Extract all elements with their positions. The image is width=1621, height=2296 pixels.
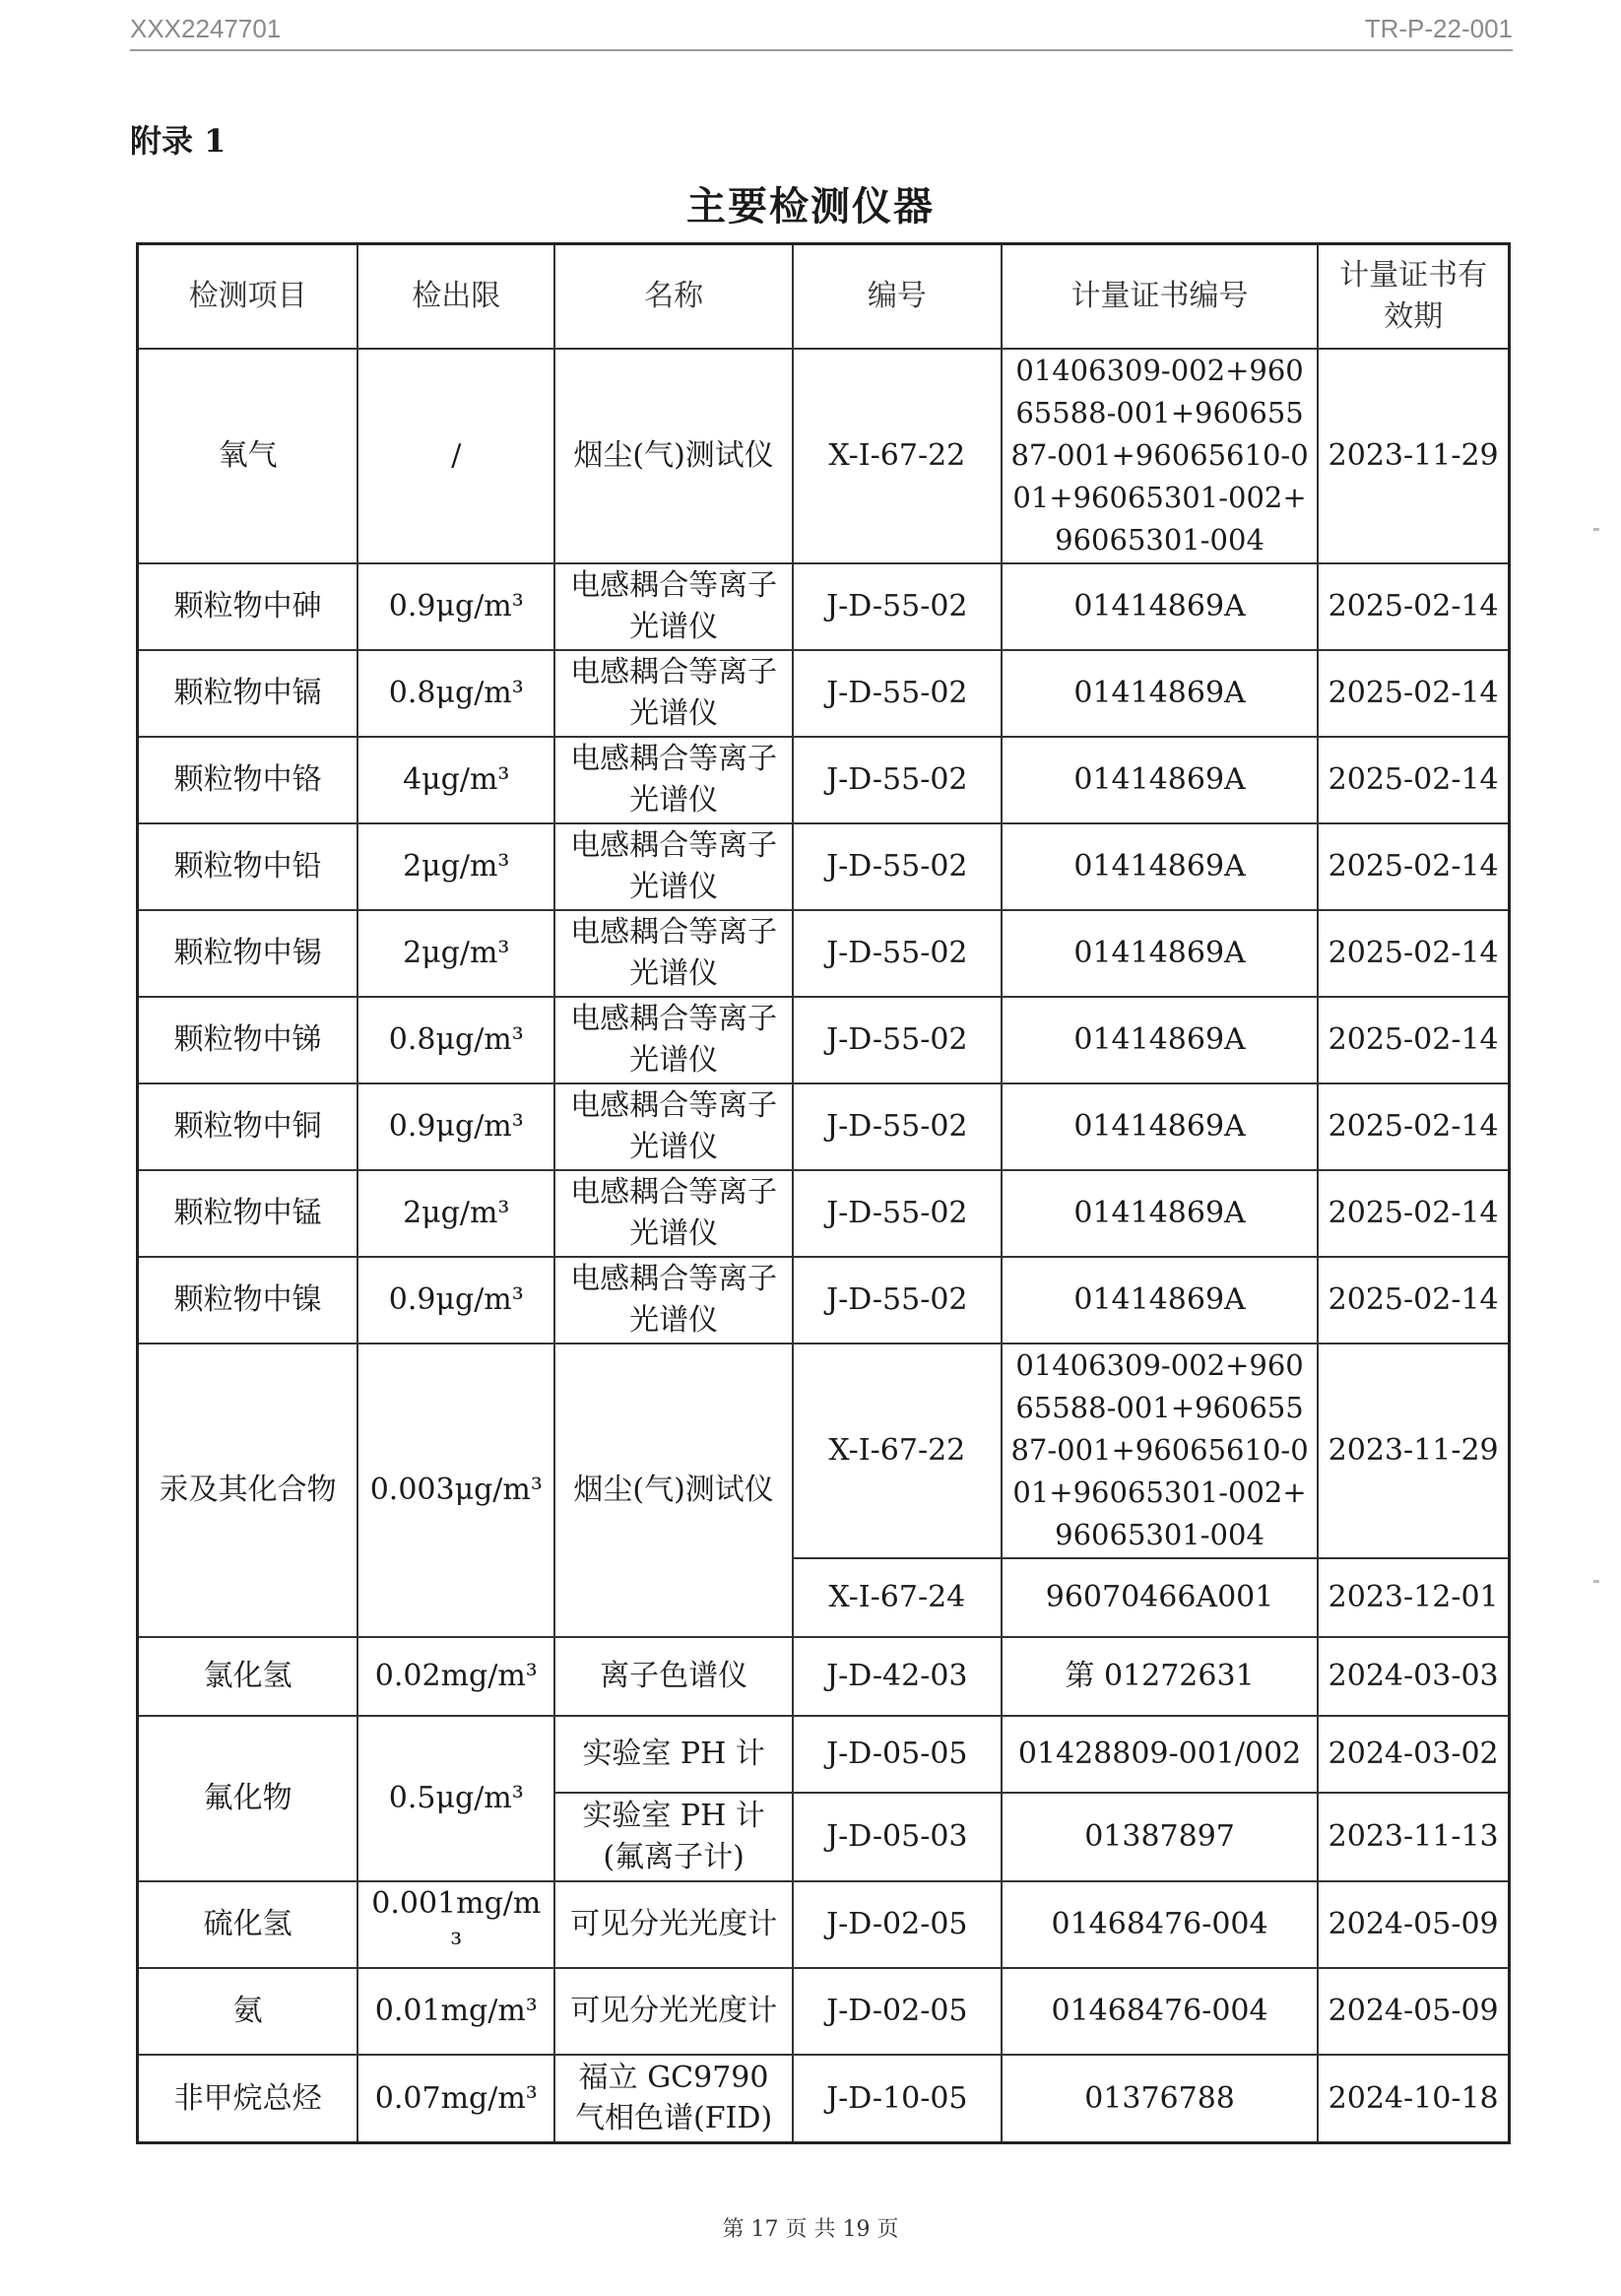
- cell-cert: 01414869A: [1002, 1257, 1319, 1344]
- cell-item: 颗粒物中锰: [138, 1170, 358, 1257]
- cell-cert: 01414869A: [1002, 563, 1319, 650]
- cell-code: J-D-55-02: [793, 823, 1002, 910]
- cell-limit: 2μg/m³: [357, 910, 554, 997]
- cell-cert: 01414869A: [1002, 650, 1319, 737]
- table-row: [138, 1881, 1510, 1968]
- cell-name: 实验室 PH 计: [554, 1716, 793, 1793]
- cell-code: J-D-55-02: [793, 650, 1002, 737]
- cell-limit: 0.5μg/m³: [357, 1716, 554, 1881]
- cell-valid: 2025-02-14: [1318, 1083, 1509, 1170]
- cell-cert: 01428809-001/002: [1002, 1716, 1319, 1793]
- cell-limit: 0.07mg/m³: [357, 2055, 554, 2143]
- cell-cert: 01406309-002+96065588-001+96065587-001+96065610-001+96065301-002+96065301-004: [1002, 1344, 1319, 1558]
- cell-name: 可见分光光度计: [554, 1968, 793, 2055]
- table-row: [138, 1344, 1510, 1558]
- cell-cert: 第 01272631: [1002, 1637, 1319, 1716]
- col-header-name: 名称: [554, 244, 793, 349]
- table-row: [138, 349, 1510, 563]
- cell-name: 电感耦合等离子光谱仪: [554, 1257, 793, 1344]
- cell-item: 颗粒物中铜: [138, 1083, 358, 1170]
- instrument-table: [136, 242, 1511, 2144]
- col-header-cert: 计量证书编号: [1002, 244, 1319, 349]
- cell-name: 可见分光光度计: [554, 1881, 793, 1968]
- cell-valid: 2025-02-14: [1318, 1257, 1509, 1344]
- scan-mark: [1593, 1580, 1599, 1583]
- cell-item: 硫化氢: [138, 1881, 358, 1968]
- cell-code: J-D-55-02: [793, 1083, 1002, 1170]
- cell-code: J-D-55-02: [793, 1170, 1002, 1257]
- cell-valid: 2025-02-14: [1318, 823, 1509, 910]
- cell-item: 颗粒物中锡: [138, 910, 358, 997]
- cell-limit: /: [357, 349, 554, 563]
- cell-item: 颗粒物中砷: [138, 563, 358, 650]
- cell-limit: 4μg/m³: [357, 737, 554, 823]
- cell-limit: 2μg/m³: [357, 823, 554, 910]
- cell-code: J-D-55-02: [793, 737, 1002, 823]
- cell-cert: 01414869A: [1002, 1170, 1319, 1257]
- col-header-code: 编号: [793, 244, 1002, 349]
- cell-name: 电感耦合等离子光谱仪: [554, 737, 793, 823]
- cell-limit: 0.01mg/m³: [357, 1968, 554, 2055]
- cell-item: 氯化氢: [138, 1637, 358, 1716]
- report-number: XXX2247701: [130, 14, 282, 43]
- col-header-valid: 计量证书有效期: [1318, 244, 1509, 349]
- table-row: [138, 823, 1510, 910]
- cell-valid: 2024-05-09: [1318, 1881, 1509, 1968]
- scan-mark: [1593, 528, 1599, 531]
- cell-name: 烟尘(气)测试仪: [554, 1344, 793, 1637]
- cell-name: 电感耦合等离子光谱仪: [554, 650, 793, 737]
- cell-limit: 0.02mg/m³: [357, 1637, 554, 1716]
- cell-valid: 2025-02-14: [1318, 910, 1509, 997]
- cell-name: 电感耦合等离子光谱仪: [554, 997, 793, 1083]
- table-row: [138, 737, 1510, 823]
- table-row: [138, 1637, 1510, 1716]
- table-row: [138, 563, 1510, 650]
- cell-code: J-D-10-05: [793, 2055, 1002, 2143]
- cell-valid: 2025-02-14: [1318, 1170, 1509, 1257]
- cell-item: 颗粒物中铬: [138, 737, 358, 823]
- cell-valid: 2023-11-29: [1318, 349, 1509, 563]
- table-row: [138, 1170, 1510, 1257]
- cell-code: J-D-05-05: [793, 1716, 1002, 1793]
- page-title: 主要检测仪器: [686, 183, 935, 230]
- page-number: 第 17 页 共 19 页: [722, 2217, 899, 2242]
- col-header-item: 检测项目: [138, 244, 358, 349]
- cell-cert: 01414869A: [1002, 1083, 1319, 1170]
- cell-valid: 2024-03-03: [1318, 1637, 1509, 1716]
- cell-item: 颗粒物中镉: [138, 650, 358, 737]
- table-row: [138, 1257, 1510, 1344]
- cell-code: J-D-55-02: [793, 997, 1002, 1083]
- cell-item: 颗粒物中锑: [138, 997, 358, 1083]
- cell-limit: 0.9μg/m³: [357, 1083, 554, 1170]
- cell-cert: 01376788: [1002, 2055, 1319, 2143]
- cell-valid: 2025-02-14: [1318, 563, 1509, 650]
- cell-code: J-D-05-03: [793, 1793, 1002, 1881]
- cell-cert: 01414869A: [1002, 823, 1319, 910]
- cell-limit: 0.003μg/m³: [357, 1344, 554, 1637]
- cell-code: J-D-02-05: [793, 1881, 1002, 1968]
- cell-cert: 01414869A: [1002, 737, 1319, 823]
- header-divider: [130, 49, 1513, 51]
- table-row: [138, 997, 1510, 1083]
- table-row: [138, 650, 1510, 737]
- cell-item: 颗粒物中镍: [138, 1257, 358, 1344]
- form-code: TR-P-22-001: [1364, 14, 1513, 43]
- cell-name: 电感耦合等离子光谱仪: [554, 1170, 793, 1257]
- cell-item: 氟化物: [138, 1716, 358, 1881]
- cell-cert: 01468476-004: [1002, 1881, 1319, 1968]
- cell-name: 烟尘(气)测试仪: [554, 349, 793, 563]
- cell-valid: 2024-03-02: [1318, 1716, 1509, 1793]
- cell-limit: 2μg/m³: [357, 1170, 554, 1257]
- table-row: [138, 910, 1510, 997]
- cell-code: J-D-55-02: [793, 910, 1002, 997]
- cell-code: J-D-55-02: [793, 1257, 1002, 1344]
- cell-name: 电感耦合等离子光谱仪: [554, 1083, 793, 1170]
- cell-code: X-I-67-22: [793, 1344, 1002, 1558]
- cell-item: 氨: [138, 1968, 358, 2055]
- cell-valid: 2025-02-14: [1318, 737, 1509, 823]
- cell-limit: 0.8μg/m³: [357, 650, 554, 737]
- cell-valid: 2023-12-01: [1318, 1558, 1509, 1637]
- cell-item: 颗粒物中铅: [138, 823, 358, 910]
- table-row: [138, 1083, 1510, 1170]
- cell-valid: 2025-02-14: [1318, 650, 1509, 737]
- cell-cert: 01468476-004: [1002, 1968, 1319, 2055]
- table-header-row: [138, 244, 1510, 349]
- table-row: [138, 2055, 1510, 2143]
- cell-name: 电感耦合等离子光谱仪: [554, 910, 793, 997]
- cell-item: 非甲烷总烃: [138, 2055, 358, 2143]
- cell-limit: 0.9μg/m³: [357, 563, 554, 650]
- cell-name: 离子色谱仪: [554, 1637, 793, 1716]
- cell-name: 福立 GC9790 气相色谱(FID): [554, 2055, 793, 2143]
- cell-code: J-D-55-02: [793, 563, 1002, 650]
- cell-name: 电感耦合等离子光谱仪: [554, 563, 793, 650]
- table-row: [138, 1716, 1510, 1793]
- cell-cert: 01387897: [1002, 1793, 1319, 1881]
- cell-limit: 0.001mg/m³: [357, 1881, 554, 1968]
- cell-name: 电感耦合等离子光谱仪: [554, 823, 793, 910]
- cell-valid: 2024-05-09: [1318, 1968, 1509, 2055]
- cell-name: 实验室 PH 计(氟离子计): [554, 1793, 793, 1881]
- cell-valid: 2023-11-29: [1318, 1344, 1509, 1558]
- col-header-limit: 检出限: [357, 244, 554, 349]
- cell-valid: 2024-10-18: [1318, 2055, 1509, 2143]
- cell-limit: 0.9μg/m³: [357, 1257, 554, 1344]
- cell-valid: 2025-02-14: [1318, 997, 1509, 1083]
- table-row: [138, 1968, 1510, 2055]
- cell-cert: 01414869A: [1002, 910, 1319, 997]
- cell-cert: 01414869A: [1002, 997, 1319, 1083]
- cell-code: X-I-67-22: [793, 349, 1002, 563]
- appendix-label: 附录 1: [130, 122, 227, 160]
- cell-code: J-D-42-03: [793, 1637, 1002, 1716]
- cell-valid: 2023-11-13: [1318, 1793, 1509, 1881]
- cell-item: 汞及其化合物: [138, 1344, 358, 1637]
- cell-cert: 01406309-002+96065588-001+96065587-001+96065610-001+96065301-002+96065301-004: [1002, 349, 1319, 563]
- cell-item: 氧气: [138, 349, 358, 563]
- cell-limit: 0.8μg/m³: [357, 997, 554, 1083]
- cell-code: X-I-67-24: [793, 1558, 1002, 1637]
- cell-code: J-D-02-05: [793, 1968, 1002, 2055]
- cell-cert: 96070466A001: [1002, 1558, 1319, 1637]
